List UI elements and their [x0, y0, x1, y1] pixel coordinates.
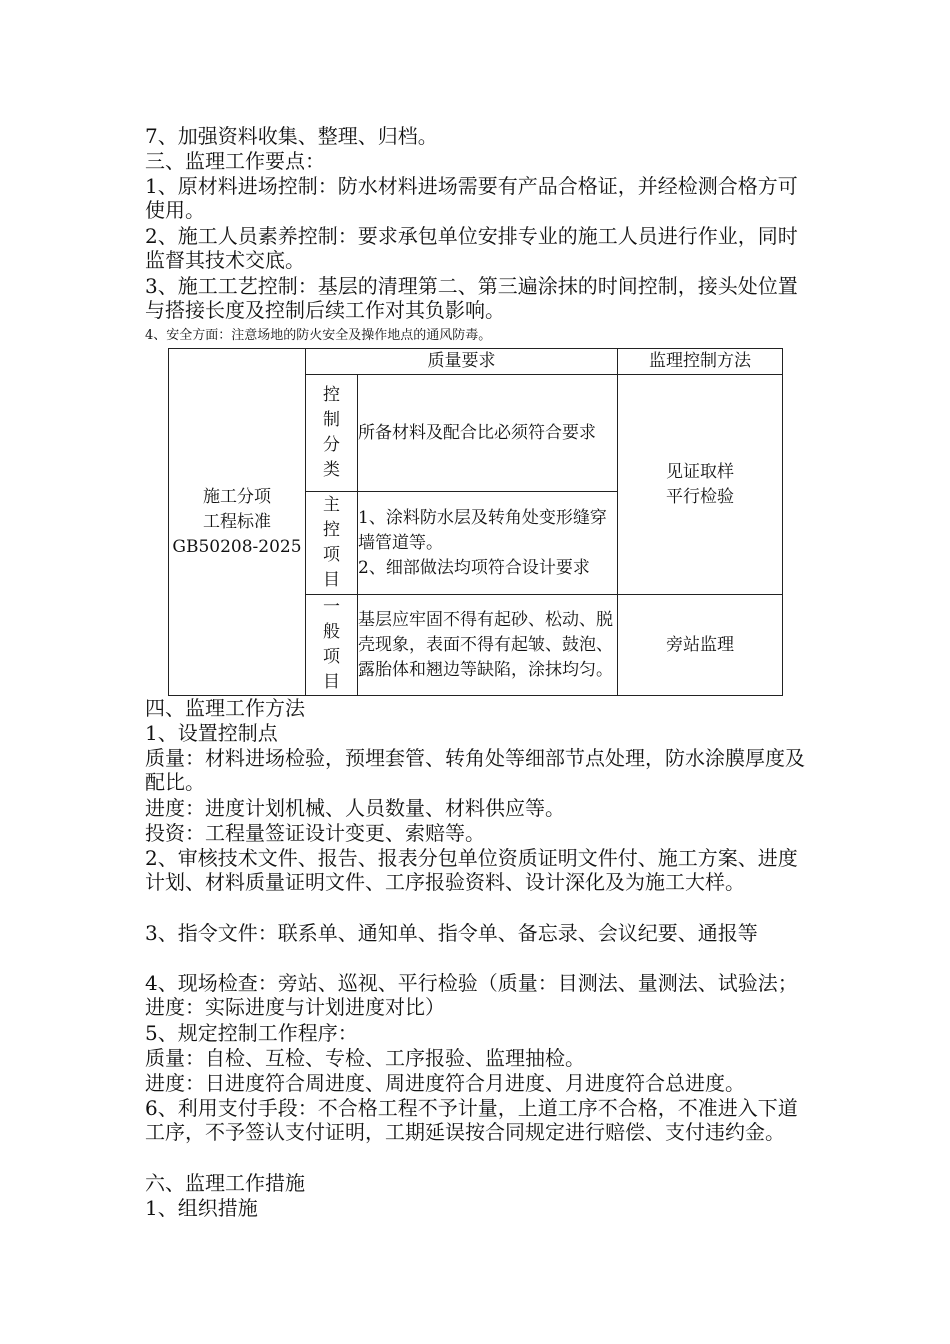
standard-line-2: 工程标准: [203, 511, 271, 532]
section-3-heading: 三、监理工作要点：: [145, 149, 325, 173]
point-4-safety: 4、安全方面：注意场地的防火安全及操作地点的通风防毒。: [145, 328, 492, 343]
control-witness-sampling: [618, 375, 783, 595]
header-control-method: 监理控制方法: [618, 349, 783, 375]
standard-cell: [169, 349, 306, 696]
requirement-main-item-1: 1、涂料防水层及转角处变形缝穿墙管道等。: [358, 507, 607, 553]
point-3-process: 3、施工工艺控制：基层的清理第二、第三遍涂抹的时间控制，接头处位置与搭接长度及控制后续工作对其负影响。: [145, 274, 798, 322]
progress-procedure: 进度：日进度符合周进度、周进度符合月进度、月进度符合总进度。: [145, 1071, 745, 1095]
point-2-personnel: 2、施工人员素养控制：要求承包单位安排专业的施工人员进行作业，同时监督其技术交底。: [145, 224, 798, 272]
requirement-materials: 所备材料及配合比必须符合要求: [358, 375, 618, 492]
header-quality-requirement: 质量要求: [306, 349, 618, 375]
method-1-control-points: 1、设置控制点: [145, 721, 278, 745]
section-4-heading: 四、监理工作方法: [145, 696, 305, 720]
standard-line-1: 施工分项: [203, 486, 271, 507]
quality-control-points: 质量：材料进场检验，预埋套管、转角处等细部节点处理，防水涂膜厚度及配比。: [145, 746, 805, 794]
method-4-site-inspection: 4、现场检查：旁站、巡视、平行检验（质量：目测法、量测法、试验法；进度：实际进度与计划进度对比）: [145, 971, 798, 1019]
requirement-main-item-2: 2、细部做法均项符合设计要求: [358, 557, 590, 578]
quality-control-table: [168, 348, 783, 696]
standard-code: GB50208-2025: [172, 536, 302, 557]
requirement-general: 基层应牢固不得有起砂、松动、脱壳现象，表面不得有起皱、鼓泡、露胎体和翘边等缺陷，涂抹均匀。: [358, 595, 618, 696]
control-onsite-supervision: 旁站监理: [618, 595, 783, 696]
quality-procedure: 质量：自检、互检、专检、工序报验、监理抽检。: [145, 1046, 585, 1070]
method-6-payment: 6、利用支付手段：不合格工程不予计量，上道工序不合格，不准进入下道工序，不予签认支付证明，工期延误按合同规定进行赔偿、支付违约金。: [145, 1096, 798, 1144]
progress-control-points: 进度：进度计划机械、人员数量、材料供应等。: [145, 796, 565, 820]
control-witness-line-2: 平行检验: [666, 486, 734, 507]
section-6-heading: 六、监理工作措施: [145, 1171, 305, 1195]
category-general-items: 一般项目: [306, 595, 358, 696]
investment-control-points: 投资：工程量签证设计变更、索赔等。: [145, 821, 485, 845]
category-main-control: 主控项目: [306, 492, 358, 595]
item-7-archive: 7、加强资料收集、整理、归档。: [145, 124, 438, 148]
requirement-main-control: [358, 492, 618, 595]
method-2-review-docs: 2、审核技术文件、报告、报表分包单位资质证明文件付、施工方案、进度计划、材料质量证明文件、工序报验资料、设计深化及为施工大样。: [145, 846, 798, 894]
point-1-materials: 1、原材料进场控制：防水材料进场需要有产品合格证，并经检测合格方可使用。: [145, 174, 798, 222]
measure-1-organization: 1、组织措施: [145, 1196, 258, 1220]
category-control-class: 控制分类: [306, 375, 358, 492]
control-witness-line-1: 见证取样: [666, 461, 734, 482]
method-5-procedure: 5、规定控制工作程序：: [145, 1021, 358, 1045]
method-3-instructions: 3、指令文件：联系单、通知单、指令单、备忘录、会议纪要、通报等: [145, 921, 758, 945]
